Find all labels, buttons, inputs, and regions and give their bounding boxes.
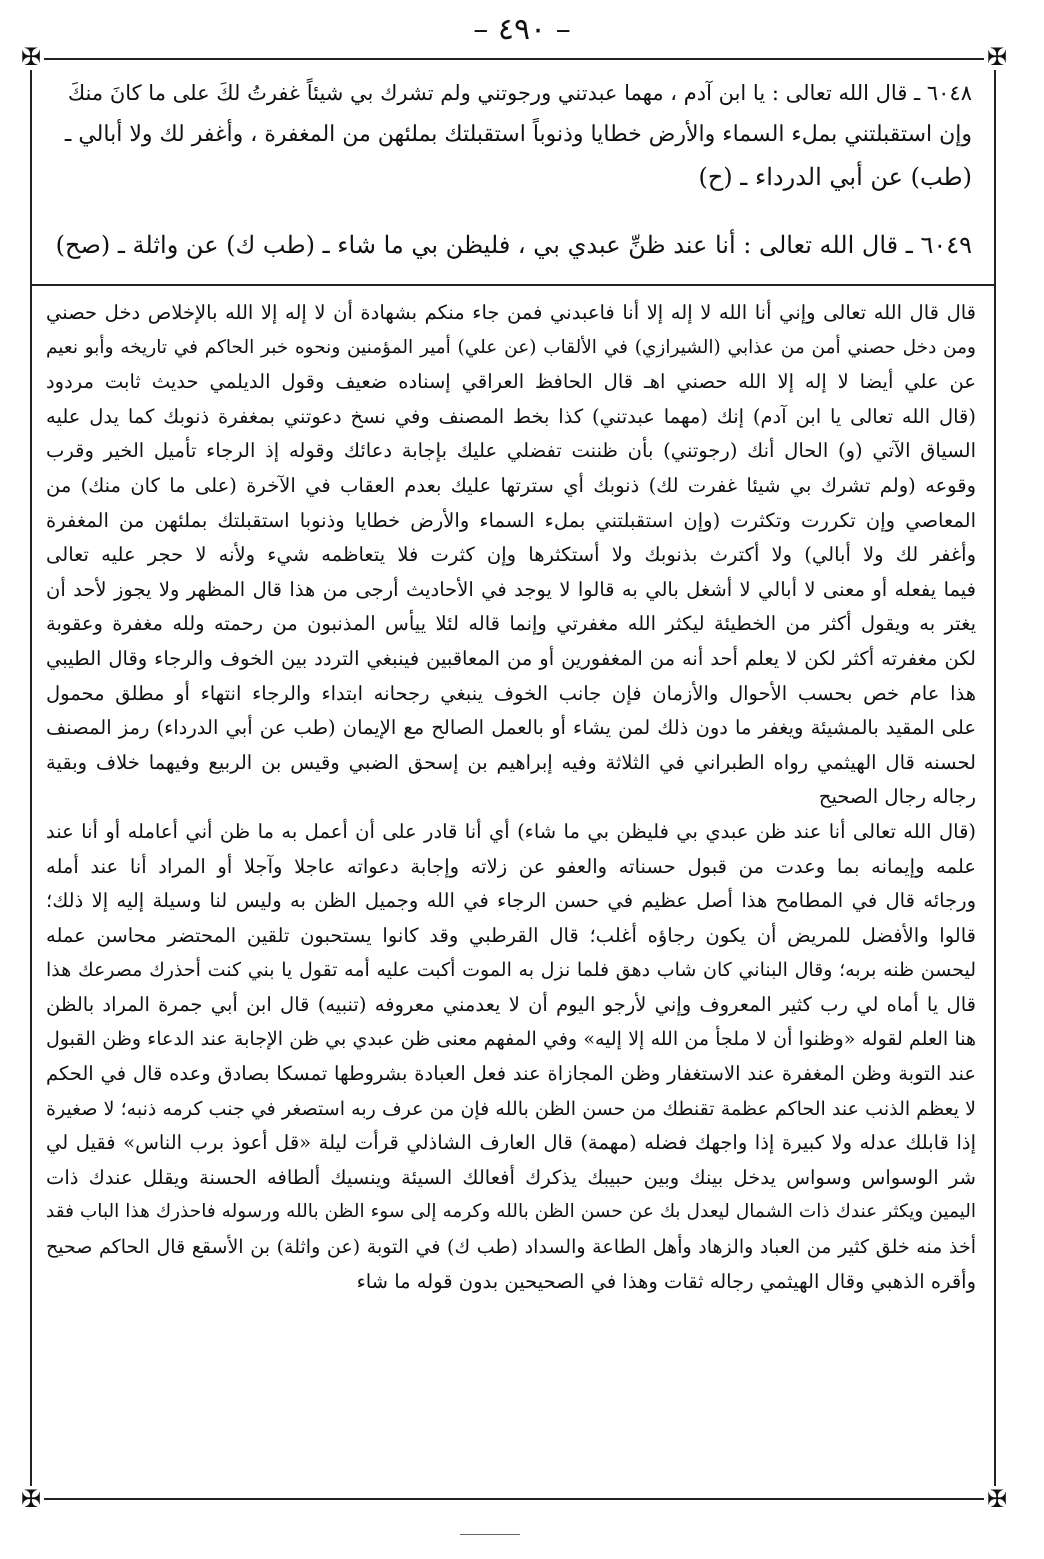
corner-ornament-icon: ✠ <box>984 44 1010 70</box>
commentary-line: السياق الآتي (و) الحال أنك (رجوتني) بأن ظننت تفضلي عليك بإجابة دعائك وقوله إذ الرجاء تأميل الخير وقرب <box>46 439 976 463</box>
commentary-line: اليمين ويكثر عندك ذات الشمال ليعدل بك عن حسن الظن بالله وكرمه إلى سوء الظن بالله ورسوله فاحذرك هذا الباب فقد <box>46 1201 976 1223</box>
commentary-section <box>46 296 976 1299</box>
commentary-line: (قال الله تعالى يا ابن آدم) إنك (مهما عبدتني) كذا بخط المصنف وفي نسخ دعوتني بمغفرة ذنوبك كما يدل عليه <box>46 404 976 428</box>
commentary-line: المعاصي وإن تكررت وتكثرت (وإن استقبلتني بملء السماء والأرض خطايا وذنوبا استقبلتك بملئهن من المغفرة <box>46 508 976 532</box>
commentary-line: قال قال الله تعالى وإني أنا الله لا إله إلا أنا فاعبدني فمن جاء منكم بشهادة أن لا إله إلا الله بالإخلاص دخل حصني <box>46 301 976 324</box>
commentary-line: عن علي أيضا لا إله إلا الله حصني اهـ قال الحافظ العراقي إسناده ضعيف وقول الديلمي حديث ثابت مردود <box>46 370 976 394</box>
commentary-line: قال يا أماه لي رب كثير المعروف وإني لأرجو اليوم أن لا يعدمني معروفه (تنبيه) قال ابن أبي جمرة المراد بالظن <box>46 992 976 1016</box>
commentary-line: على المقيد بالمشيئة ويغفر ما دون ذلك لمن يشاء أو بالعمل الصالح مع الإيمان (طب عن أبي الدرداء) رمز المصنف <box>46 716 976 740</box>
commentary-line: فيما يفعله أو معنى لا أبالي لا أشغل بالي به قالوا لا يوجد في الأحاديث أرجى من هذا قال المظهر ولا يجوز لأحد أن <box>46 577 976 601</box>
hadith-line: ٦٠٤٩ ـ قال الله تعالى : أنا عند ظنِّ عبدي بي ، فليظن بي ما شاء ـ (طب ك) عن واثلة ـ (صح) <box>55 231 972 259</box>
commentary-line: رجاله رجال الصحيح <box>818 785 976 809</box>
bottom-rule <box>460 1534 520 1535</box>
corner-ornament-icon: ✠ <box>18 44 44 70</box>
commentary-line: ليحسن ظنه بربه؛ وقال البناني كان شاب دهق فلما نزل به الموت أكبت عليه أمه تقول يا بني كنت أحذرك مصرعك هذا <box>46 959 976 982</box>
commentary-line: هذا عام خص بحسب الأحوال والأزمان فإن جانب الخوف ينبغي رجحانه ابتداء والرجاء انتهاء أو مطلق محمول <box>46 681 976 705</box>
commentary-line: ومن دخل حصني أمن من عذابي (الشيرازي) في الألقاب (عن علي) أمير المؤمنين ونحوه خبر الحاكم في تاريخه وأبو نعيم <box>46 336 976 358</box>
hadith-line: ٦٠٤٨ ـ قال الله تعالى : يا ابن آدم ، مهما عبدتني ورجوتني ولم تشرك بي شيئاً غفرتُ لكَ على ما كانَ منكَ <box>67 81 972 105</box>
page-number: – ٤٩٠ – <box>473 12 571 47</box>
commentary-line: عند التوبة وظن المغفرة عند الاستغفار وظن المجازاة عند فعل العبادة بشروطها تمسكا بصادق وعده قال في الحكم <box>46 1062 976 1086</box>
commentary-line: علمه وإيمانه بما وعدت من قبول حسناته والعفو عن زلاته وإجابة دعواته عاجلا وآجلا أو المراد أنا عند أمله <box>46 854 976 878</box>
commentary-line: لحسنه قال الهيثمي رواه الطبراني في الثلاثة وفيه إبراهيم بن إسحق الضبي وقيس بن الربيع وفيهما خلاف وبقية <box>46 750 976 774</box>
commentary-line: ورجائه قال في المطامح هذا أصل عظيم في حسن الرجاء في الله وجميل الظن به وليس لنا وسيلة إليه إلا ذلك؛ <box>46 889 976 913</box>
corner-ornament-icon: ✠ <box>18 1486 44 1512</box>
commentary-line: (قال الله تعالى أنا عند ظن عبدي بي فليظن بي ما شاء) أي أنا قادر على أن أعمل به ما ظن أني أعامله أو أنا عند <box>46 819 976 843</box>
commentary-line: هنا العلم لقوله «وظنوا أن لا ملجأ من الله إلا إليه» وفي المفهم معنى ظن عبدي بي ظن الإجابة عند الدعاء وظن القبول <box>46 1028 976 1051</box>
commentary-line: لكن مغفرته أكثر لكن لا يعلم أحد أنه من المغفورين أو من المعاقبين فينبغي التردد بين الخوف والرجاء وقال الطيبي <box>46 646 976 670</box>
commentary-line: وأغفر لك ولا أبالي) ولا أكترث بذنوبك ولا أستكثرها وإن كثرت فلا يتعاظمه شيء ولأنه لا حجر عليه تعالى <box>46 543 976 567</box>
commentary-line: لا يعظم الذنب عند الحاكم عظمة تقنطك من حسن الظن بالله فإن من عرف ربه استصغر في جنب كرمه ذنبه؛ لا صغيرة <box>46 1097 976 1120</box>
section-divider <box>30 284 996 286</box>
commentary-line: قالوا والأفضل للمريض أن يكون رجاؤه أغلب؛ قال القرطبي وقد كانوا يستحبون تلقين المحتضر محاسن عمله <box>46 923 976 947</box>
hadith-line: (طب) عن أبي الدرداء ـ (ح) <box>698 163 972 191</box>
commentary-line: أخذ منه خلق كثير من العباد والزهاد وأهل الطاعة والسداد (طب ك) في التوبة (عن واثلة) بن الأسقع قال الحاكم صحيح <box>46 1236 976 1259</box>
hadith-6048 <box>52 72 972 198</box>
commentary-line: إذا قابلك عدله ولا كبيرة إذا واجهك فضله (مهمة) قال العارف الشاذلي قرأت ليلة «قل أعوذ برب الناس» فقيل لي <box>46 1131 976 1155</box>
commentary-line: يغتر به ويقول أكثر من الخطيئة ليكثر الله مغفرتي وإنما قاله لئلا ييأس المذنبون من رحمته ولله مغفرة وعقوبة <box>46 612 976 636</box>
commentary-line: وأقره الذهبي وقال الهيثمي رجاله ثقات وهذا في الصحيحين بدون قوله ما شاء <box>356 1269 976 1293</box>
hadith-6049 <box>52 224 972 266</box>
commentary-line: شر الوسواس وسواس يدخل بينك وبين حبيبك يذكرك أفعالك السيئة وينسيك ألطافه الحسنة ويقلل عندك ذات <box>46 1165 976 1189</box>
corner-ornament-icon: ✠ <box>984 1486 1010 1512</box>
commentary-line: وقوعه (ولم تشرك بي شيئا غفرت لك) ذنوبك أي سترتها عليك بعدم العقاب في الآخرة (على ما كان منك) من <box>46 473 976 497</box>
hadith-line: وإن استقبلتني بملء السماء والأرض خطايا وذنوباً استقبلتك بملئهن من المغفرة ، وأغفر لك ولا أبالي ـ <box>64 122 972 147</box>
